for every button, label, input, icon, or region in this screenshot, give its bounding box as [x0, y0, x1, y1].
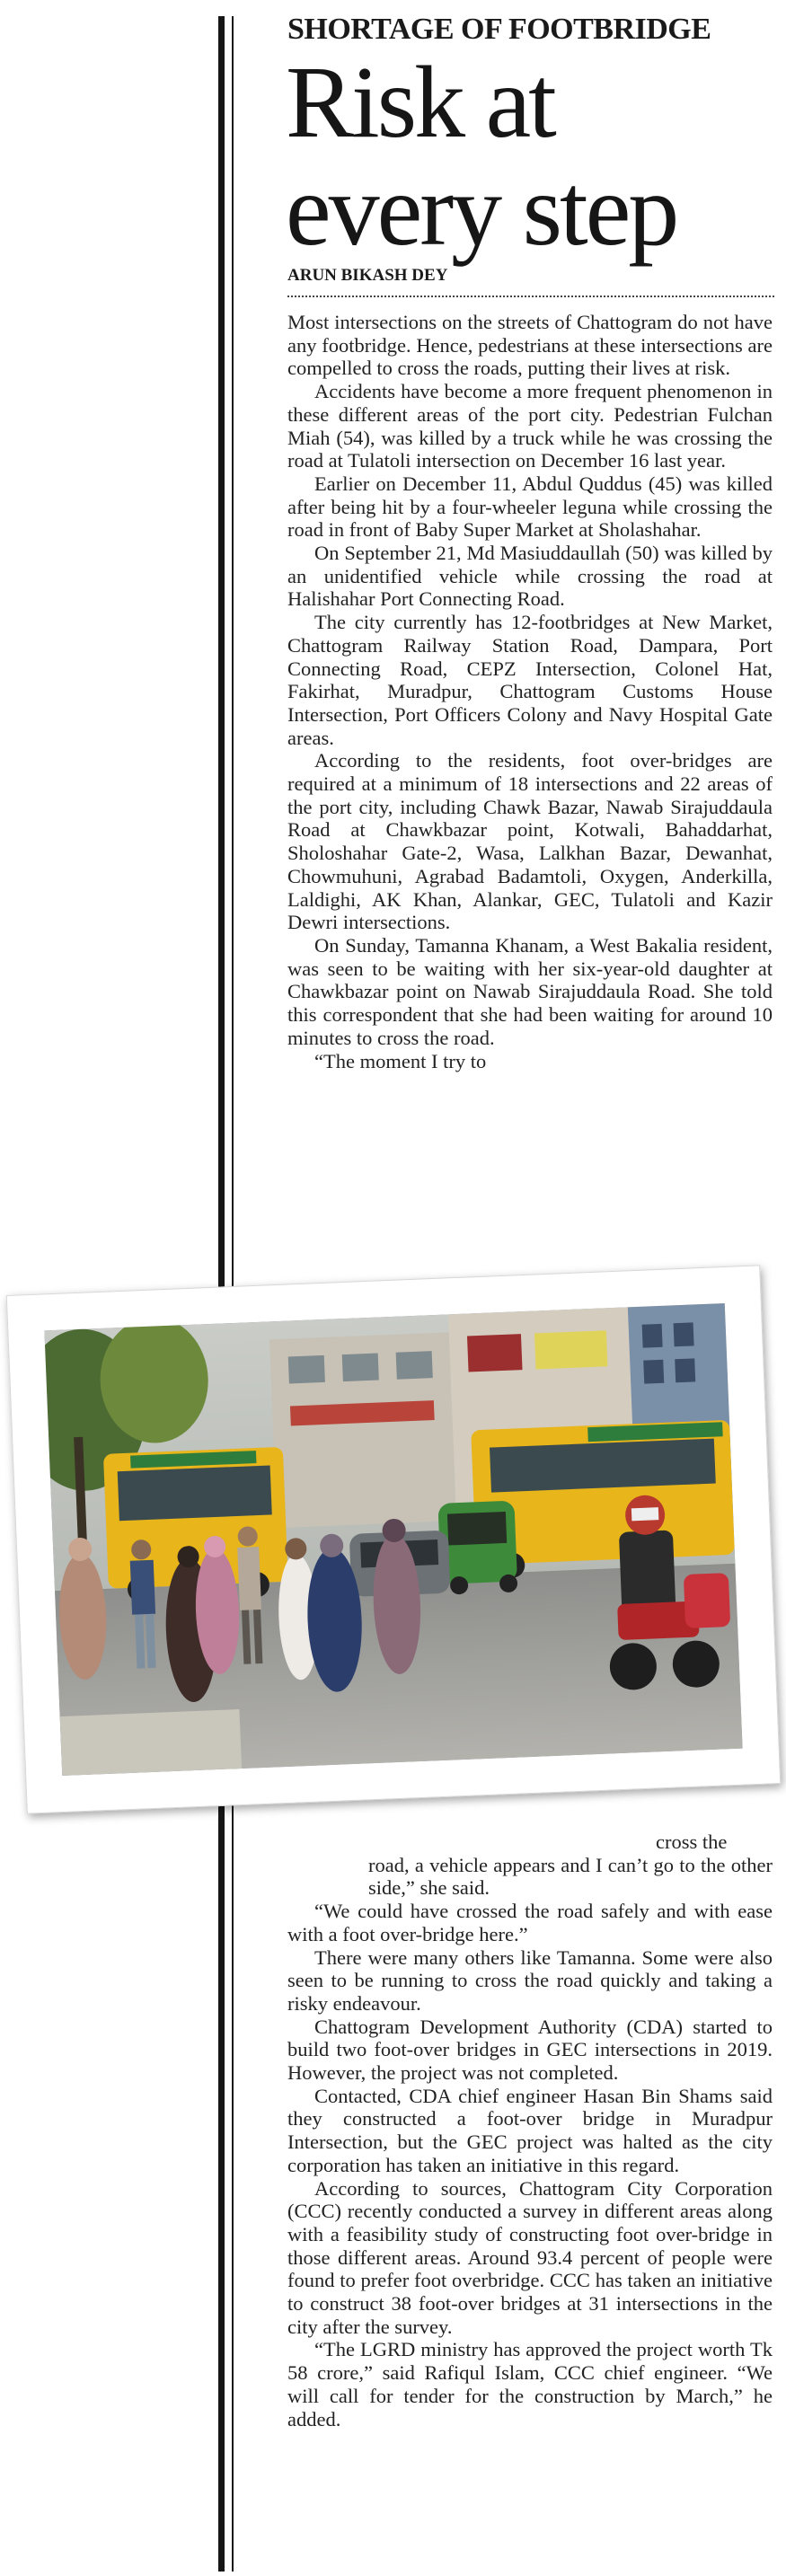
- street-photo-icon: [44, 1303, 742, 1776]
- byline-divider: [287, 296, 774, 297]
- headline: [286, 45, 771, 267]
- paragraph: “We could have crossed the road safely and with ease with a foot over-bridge here.”: [287, 1900, 773, 1945]
- headline-line-2: every step: [286, 153, 677, 267]
- paragraph: Most intersections on the streets of Chattogram do not have any footbridge. Hence, pedestrians at these intersections are compelled to cross the roads, putting their lives at risk.: [287, 311, 773, 380]
- news-photo: [6, 1265, 782, 1813]
- paragraph: Accidents have become a more frequent phenomenon in these different areas of the port city. Pedestrian Fulchan Miah (54), was killed by a truck while he was crossing the road at Tulatoli intersection on December 16 last year.: [287, 380, 773, 472]
- continuation-first-line: cross the: [656, 1831, 728, 1853]
- continuation-rest: road, a vehicle appears and I can’t go to the other side,” she said.: [368, 1853, 773, 1900]
- byline: ARUN BIKASH DEY: [287, 266, 448, 285]
- paragraph: According to sources, Chattogram City Corporation (CCC) recently conducted a survey in different areas along with a feasibility study of constructing foot over-bridge in those different areas. Around 93.4 percent of people were found to prefer foot overbridge. CCC has taken an initiative to construct 38 foot-over bridges at 31 intersections in the city after the survey.: [287, 2176, 773, 2338]
- paragraph: The city currently has 12-footbridges at New Market, Chattogram Railway Station Road, Dampara, Port Connecting Road, CEPZ Intersection, Colonel Hat, Fakirhat, Muradpur, Chattogram Customs House Intersection, Port Officers Colony and Navy Hospital Gate areas.: [287, 611, 773, 749]
- paragraph: There were many others like Tamanna. Some were also seen to be running to cross the road quickly and taking a risky endeavour.: [287, 1945, 773, 2015]
- paragraph: “The LGRD ministry has approved the project worth Tk 58 crore,” said Rafiqul Islam, CCC chief engineer. “We will call for tender for the construction by March,” he added.: [287, 2338, 773, 2430]
- paragraph: On Sunday, Tamanna Khanam, a West Bakalia resident, was seen to be waiting with her six-year-old daughter at Chawkbazar point on Nawab Sirajuddaula Road. She told this correspondent that she had been waiting for around 10 minutes to cross the road.: [287, 933, 773, 1049]
- article-body-top: [287, 311, 773, 1072]
- paragraph: “The moment I try to: [314, 1049, 487, 1072]
- paragraph: Earlier on December 11, Abdul Quddus (45) was killed after being hit by a four-wheeler leguna while crossing the road in front of Baby Super Market at Sholashahar.: [287, 472, 773, 542]
- continuation-paragraph: [287, 1831, 773, 1900]
- paragraph: On September 21, Md Masiuddaullah (50) was killed by an unidentified vehicle while crossing the road at Halishahar Port Connecting Road.: [287, 542, 773, 611]
- paragraph: Chattogram Development Authority (CDA) started to build two foot-over bridges in GEC intersections in 2019. However, the project was not completed.: [287, 2015, 773, 2085]
- paragraph: According to the residents, foot over-bridges are required at a minimum of 18 intersections and 22 areas of the port city, including Chawk Bazar, Nawab Sirajuddaula Road at Chawkbazar point, Kotwali, Bahaddarhat, Sholoshahar Gate-2, Wasa, Lalkhan Bazar, Dewanhat, Chowmuhuni, Agrabad Badamtoli, Oxygen, Anderkilla, Laldighi, AK Khan, Alankar, GEC, Tulatoli and Kazir Dewri intersections.: [287, 749, 773, 934]
- kicker: SHORTAGE OF FOOTBRIDGE: [287, 13, 711, 46]
- article-body-bottom: [287, 1831, 773, 2430]
- headline-line-1: Risk at: [286, 45, 554, 159]
- paragraph: Contacted, CDA chief engineer Hasan Bin Shams said they constructed a foot-over bridge in Muradpur Intersection, but the GEC project was halted as the city corporation has taken an initiative in this regard.: [287, 2084, 773, 2176]
